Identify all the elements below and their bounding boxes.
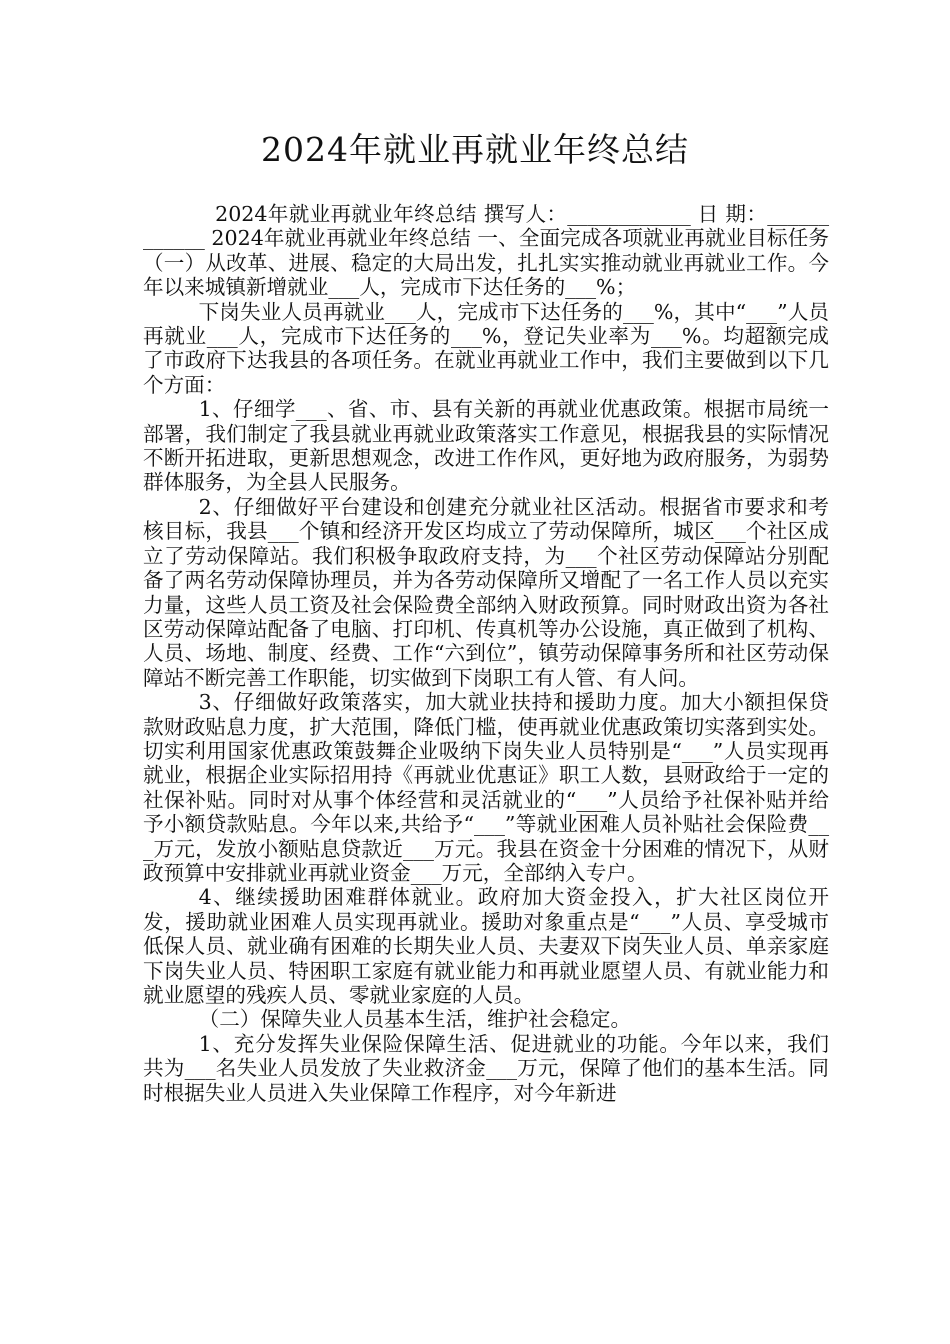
paragraph-unemployment-insurance: 1、充分发挥失业保险保障生活、促进就业的功能。今年以来，我们共为___名失业人员发放了失业救济金___万元，保障了他们的基本生活。同时根据失业人员进入失业保障工作程序，对今年新进 <box>143 1031 829 1105</box>
paragraph-intro: 2024年就业再就业年终总结 撰写人：____________ 日 期：____________ 2024年就业再就业年终总结 一、全面完成各项就业再就业目标任务（一）从改革、进展、稳定的大局出发，扎扎实实推动就业再就业工作。今年以来城镇新增就业___人，完成市下达任务的___%； <box>143 202 829 300</box>
document-body <box>143 202 829 1105</box>
section-heading-2: （二）保障失业人员基本生活，维护社会稳定。 <box>198 1007 632 1032</box>
paragraph-item-1-policy-study: 1、仔细学___、省、市、县有关新的再就业优惠政策。根据市局统一部署，我们制定了我县就业再就业政策落实工作意见，根据我县的实际情况不断开拓进取，更新思想观念，改进工作作风，更好地为政府服务，为弱势群体服务，为全县人民服务。 <box>143 397 829 495</box>
paragraph-item-2-platform-building: 2、仔细做好平台建设和创建充分就业社区活动。根据省市要求和考核目标，我县___个镇和经济开发区均成立了劳动保障所，城区___个社区成立了劳动保障站。我们积极争取政府支持，为___个社区劳动保障站分别配备了两名劳动保障协理员，并为各劳动保障所又增配了一名工作人员以充实力量，这些人员工资及社会保险费全部纳入财政预算。同时财政出资为各社区劳动保障站配备了电脑、打印机、传真机等办公设施，真正做到了机构、人员、场地、制度、经费、工作“六到位”，镇劳动保障事务所和社区劳动保障站不断完善工作职能，切实做到下岗职工有人管、有人问。 <box>143 494 829 690</box>
paragraph-item-3-policy-implementation: 3、仔细做好政策落实，加大就业扶持和援助力度。加大小额担保贷款财政贴息力度，扩大范围，降低门槛，使再就业优惠政策切实落到实处。切实利用国家优惠政策鼓舞企业吸纳下岗失业人员特别是“___”人员实现再就业，根据企业实际招用持《再就业优惠证》职工人数，县财政给于一定的社保补贴。同时对从事个体经营和灵活就业的“___”人员给予社保补贴并给予小额贷款贴息。今年以来,共给予“___”等就业困难人员补贴社会保险费___万元，发放小额贴息贷款近___万元。我县在资金十分困难的情况下，从财政预算中安排就业再就业资金___万元，全部纳入专户。 <box>143 690 829 885</box>
paragraph-reemployment-stats: 下岗失业人员再就业___人，完成市下达任务的___%，其中“___”人员再就业___人，完成市下达任务的___%，登记失业率为___%。均超额完成了市政府下达我县的各项任务。在就业再就业工作中，我们主要做到以下几个方面： <box>143 299 829 397</box>
document-title: 2024年就业再就业年终总结 <box>261 130 689 169</box>
paragraph-item-4-assistance: 4、继续援助困难群体就业。政府加大资金投入，扩大社区岗位开发，援助就业困难人员实现再就业。援助对象重点是“___”人员、享受城市低保人员、就业确有困难的长期失业人员、夫妻双下岗失业人员、单亲家庭下岗失业人员、特困职工家庭有就业能力和再就业愿望人员、有就业能力和就业愿望的残疾人员、零就业家庭的人员。 <box>143 885 829 1007</box>
